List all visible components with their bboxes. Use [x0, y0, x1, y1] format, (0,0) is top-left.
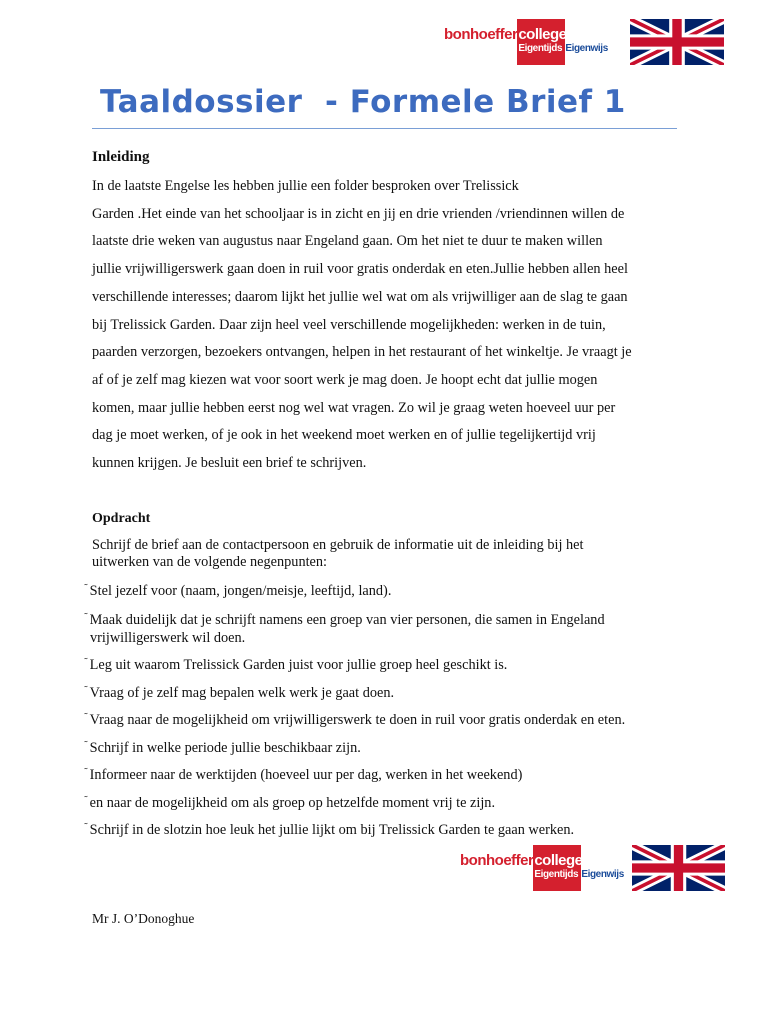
list-item: ˜ Vraag naar de mogelijkheid om vrijwilligerswerk te doen in ruil voor gratis onderdak en eten. [84, 711, 626, 728]
text-line: Garden .Het einde van het schooljaar is in zicht en jij en drie vrienden /vriendinnen willen de [92, 205, 625, 222]
inleiding-text [92, 173, 682, 478]
text-line: dag je moet werken, of je ook in het weekend moet werken en of jullie tegelijkertijd vrij [92, 427, 596, 444]
bullet-marker: ˜ [84, 684, 88, 696]
text-line: uitwerken van de volgende negenpunten: [92, 554, 328, 570]
union-jack-flag-top [630, 19, 724, 65]
bullet-marker: ˜ [84, 711, 88, 723]
text-line: laatste drie weken van augustus naar Engeland gaan. Om het niet te duur te maken willen [92, 233, 603, 250]
page-title: Taaldossier - Formele Brief 1 [100, 84, 626, 120]
list-item: ˜ Schrijf in de slotzin hoe leuk het jullie lijkt om bij Trelissick Garden te gaan werken. [84, 821, 575, 838]
inleiding-heading: Inleiding [92, 149, 150, 165]
bullet-marker: ˜ [84, 794, 88, 806]
list-item: ˜ Leg uit waarom Trelissick Garden juist voor jullie groep heel geschikt is. [84, 656, 508, 673]
bullet-marker: ˜ [84, 821, 88, 833]
list-item: ˜ Maak duidelijk dat je schrijft namens een groep van vier personen, die samen in Engeland vrijwilligerswerk wil doen. [84, 611, 605, 646]
union-jack-flag-bottom [632, 845, 725, 891]
text-line: Schrijf de brief aan de contactpersoon en gebruik de informatie uit de inleiding bij het [92, 537, 584, 553]
text-line: af of je zelf mag kiezen wat voor soort werk je mag doen. Je hoopt echt dat jullie mogen [92, 371, 598, 388]
text-line: jullie vrijwilligerswerk gaan doen in ruil voor gratis onderdak en eten.Jullie hebben allen heel [92, 261, 628, 278]
bullet-marker: ˜ [84, 582, 88, 594]
text-line: verschillende interesses; daarom lijkt het jullie wel wat om als vrijwilliger aan de slag te gaan [92, 288, 628, 305]
list-item: ˜ Schrijf in welke periode jullie beschikbaar zijn. [84, 739, 361, 756]
school-logo-bottom: bonhoeffer college Eigentijds Eigenwijs [460, 845, 624, 891]
list-item: ˜ Informeer naar de werktijden (hoeveel uur per dag, werken in het weekend) [84, 766, 523, 783]
author-name: Mr J. O’Donoghue [92, 911, 195, 926]
text-line: kunnen krijgen. Je besluit een brief te schrijven. [92, 455, 367, 472]
school-logo-top: bonhoeffer college Eigentijds Eigenwijs [444, 19, 608, 65]
list-item: ˜ Stel jezelf voor (naam, jongen/meisje, leeftijd, land). [84, 582, 392, 599]
list-item: ˜ Vraag of je zelf mag bepalen welk werk je gaat doen. [84, 684, 395, 701]
bullet-marker: ˜ [84, 611, 88, 623]
text-line: paarden verzorgen, bezoekers ontvangen, helpen in het restaurant of het winkeltje. Je vraagt je [92, 344, 632, 361]
list-item: ˜ en naar de mogelijkheid om als groep op hetzelfde moment vrij te zijn. [84, 794, 496, 811]
title-divider [92, 128, 677, 129]
bullet-marker: ˜ [84, 656, 88, 668]
text-line: bij Trelissick Garden. Daar zijn heel veel verschillende mogelijkheden: werken in de tuin, [92, 316, 606, 333]
opdracht-heading: Opdracht [92, 511, 151, 526]
bullet-marker: ˜ [84, 766, 88, 778]
text-line: komen, maar jullie hebben eerst nog wel wat vragen. Zo wil je graag weten hoeveel uur per [92, 399, 616, 416]
bullet-marker: ˜ [84, 739, 88, 751]
opdracht-intro [92, 537, 682, 571]
text-line: In de laatste Engelse les hebben jullie een folder besproken over Trelissick [92, 178, 519, 194]
